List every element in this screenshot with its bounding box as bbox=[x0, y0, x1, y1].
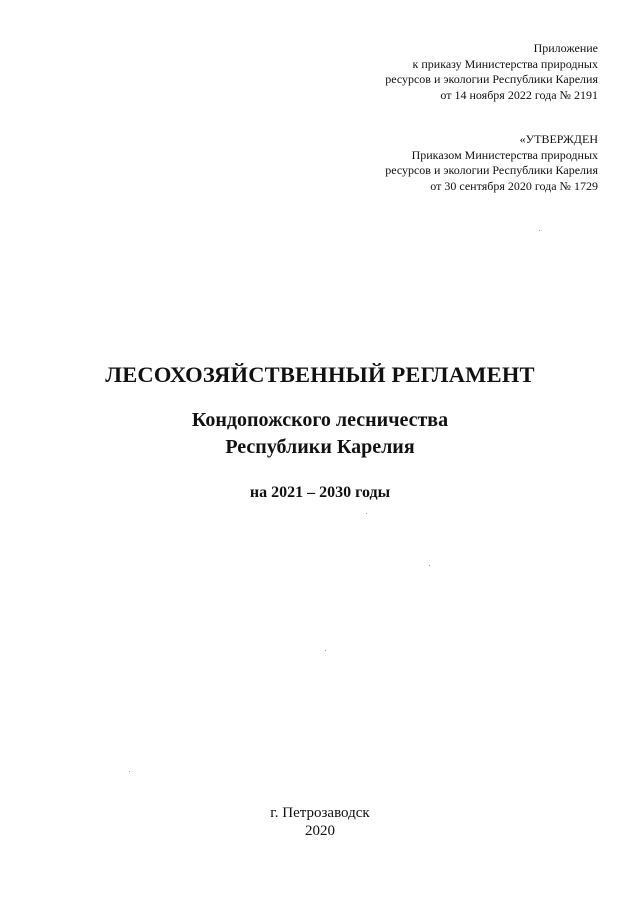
subtitle-line-1: Кондопожского лесничества bbox=[191, 409, 449, 431]
footer-year: 2020 bbox=[305, 823, 335, 839]
document-title: ЛЕСОХОЗЯЙСТВЕННЫЙ РЕГЛАМЕНТ bbox=[105, 362, 535, 387]
document-subtitle bbox=[0, 407, 640, 461]
scan-speck bbox=[129, 771, 130, 772]
approval-line-3: ресурсов и экологии Республики Карелия bbox=[385, 163, 598, 177]
approval-line-1: «УТВЕРЖДЕН bbox=[519, 132, 598, 146]
annex-block bbox=[385, 41, 598, 103]
annex-line-4: от 14 ноября 2022 года № 2191 bbox=[440, 87, 598, 102]
approval-block bbox=[385, 132, 598, 194]
scan-speck bbox=[325, 650, 326, 651]
approval-line-2: Приказом Министерства природных bbox=[411, 147, 598, 162]
document-footer bbox=[0, 804, 640, 840]
scan-speck bbox=[429, 565, 430, 566]
annex-line-3: ресурсов и экологии Республики Карелия bbox=[385, 72, 598, 86]
scan-speck bbox=[366, 513, 367, 514]
scan-speck bbox=[539, 230, 540, 231]
approval-line-4: от 30 сентября 2020 года № 1729 bbox=[430, 178, 598, 193]
document-period: на 2021 – 2030 годы bbox=[249, 484, 391, 501]
subtitle-line-2: Республики Карелия bbox=[225, 436, 415, 458]
annex-line-1: Приложение bbox=[533, 41, 598, 55]
footer-city: г. Петрозаводск bbox=[270, 805, 370, 821]
annex-line-2: к приказу Министерства природных bbox=[412, 56, 598, 71]
